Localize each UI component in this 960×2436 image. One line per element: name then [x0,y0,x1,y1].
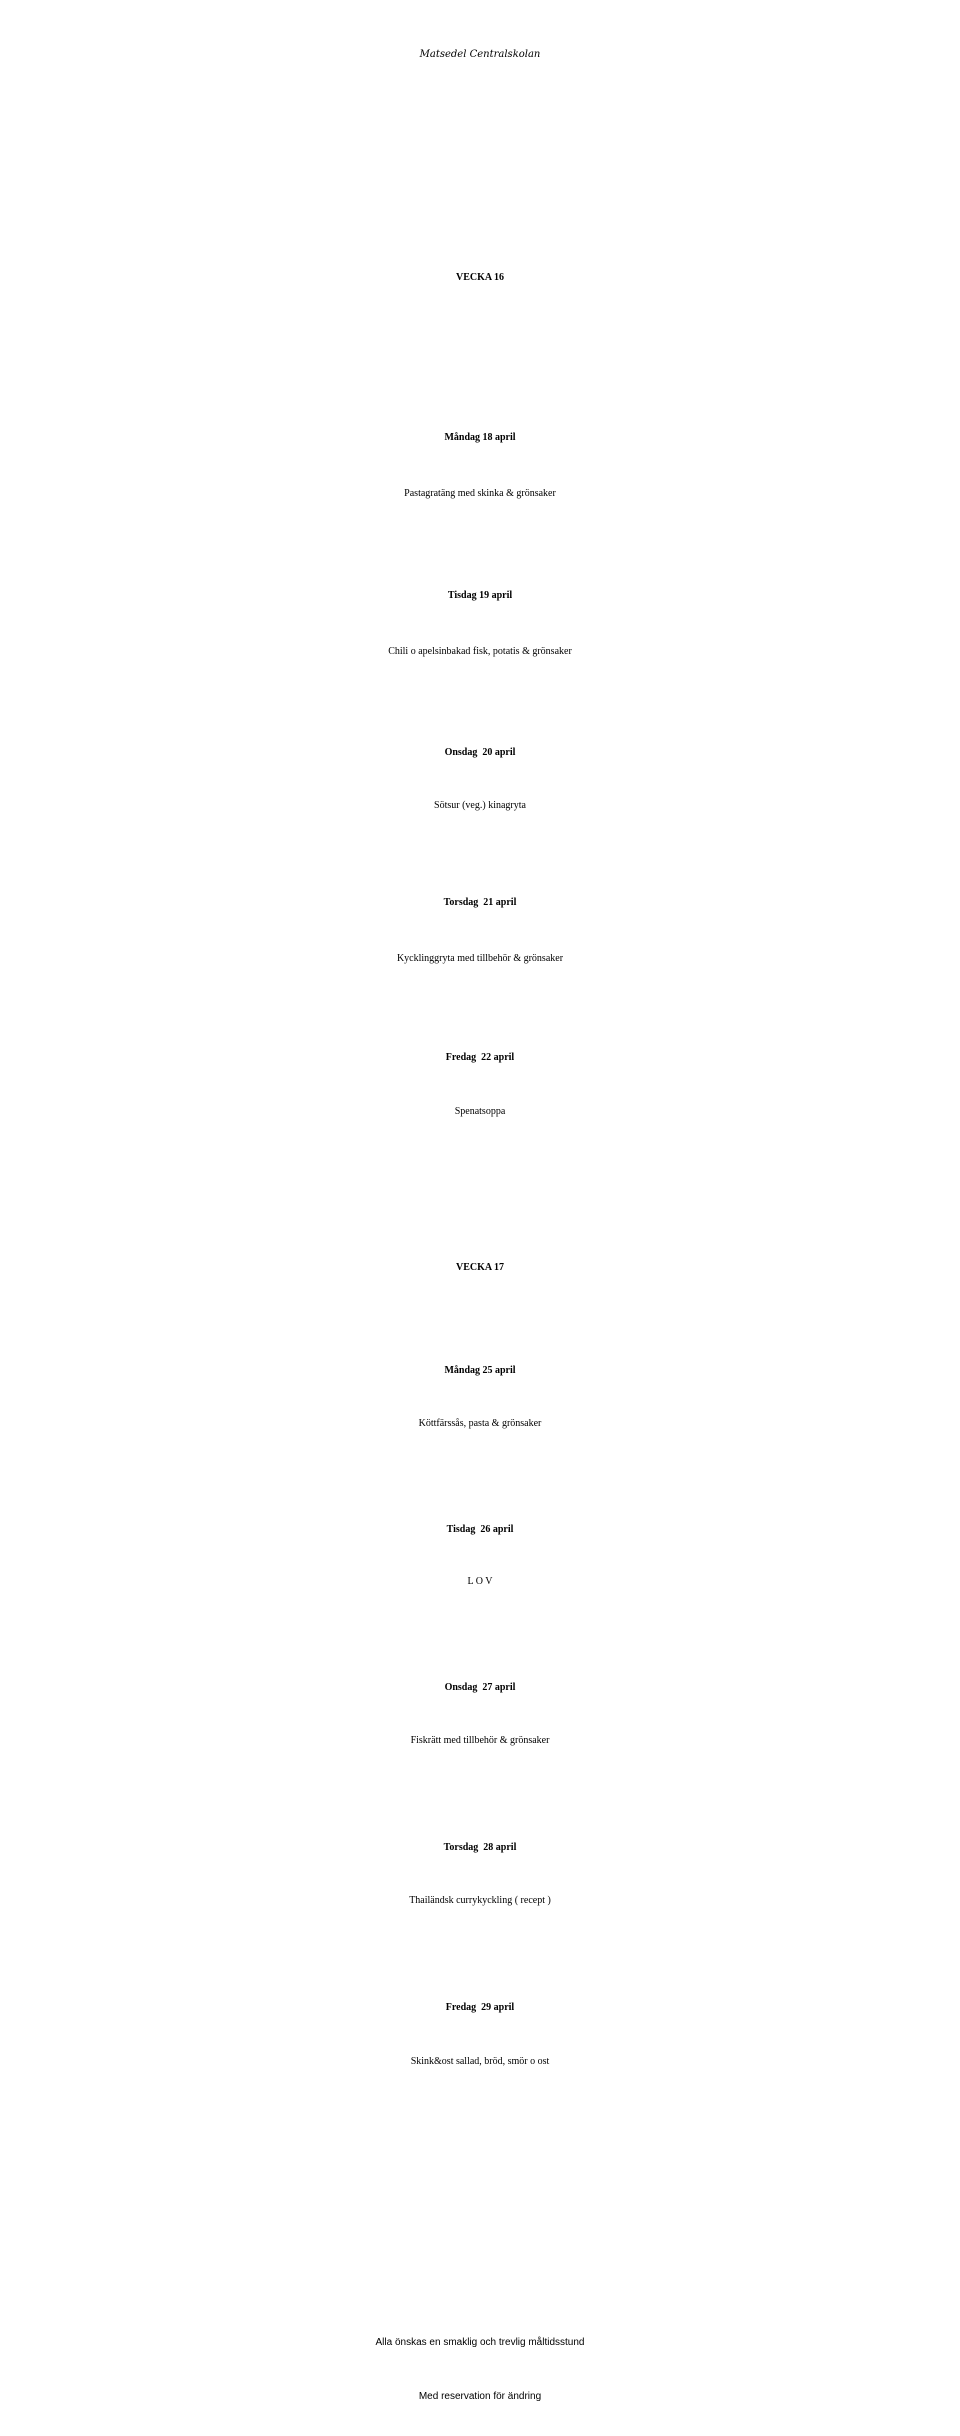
dish-text: Fiskrätt med tillbehör & grönsaker [410,1735,550,1746]
dish-text: Skink&ost sallad, bröd, smör o ost [410,2056,550,2067]
dish-text: Chili o apelsinbakad fisk, potatis & grönsaker [388,646,572,657]
day-heading: Tisdag 19 april [447,590,513,601]
dish-text: Spenatsoppa [454,1106,506,1117]
dish-text: Köttfärssås, pasta & grönsaker [418,1418,542,1429]
day-heading: Onsdag 20 april [444,747,516,758]
day-heading: Torsdag 28 april [443,1842,517,1853]
day-heading: Fredag 29 april [445,2002,515,2013]
dish-text: Thailändsk currykyckling ( recept ) [409,1895,551,1906]
day-heading: Måndag 25 april [444,1365,516,1376]
page-title: Matsedel Centralskolan [419,49,541,60]
day-heading: Onsdag 27 april [444,1682,516,1693]
day-heading: Torsdag 21 april [443,897,517,908]
dish-text: Sötsur (veg.) kinagryta [434,800,526,811]
dish-text: L O V [467,1576,493,1587]
dish-text: Kycklinggryta med tillbehör & grönsaker [396,953,564,964]
week-heading: VECKA 17 [455,1262,505,1273]
day-heading: Måndag 18 april [444,432,516,443]
day-heading: Tisdag 26 april [446,1524,514,1535]
footer-greeting: Alla önskas en smaklig och trevlig måltidsstund [375,2337,585,2348]
footer-disclaimer: Med reservation för ändring [418,2391,542,2402]
day-heading: Fredag 22 april [445,1052,515,1063]
week-heading: VECKA 16 [455,272,505,283]
dish-text: Pastagratäng med skinka & grönsaker [404,488,556,499]
